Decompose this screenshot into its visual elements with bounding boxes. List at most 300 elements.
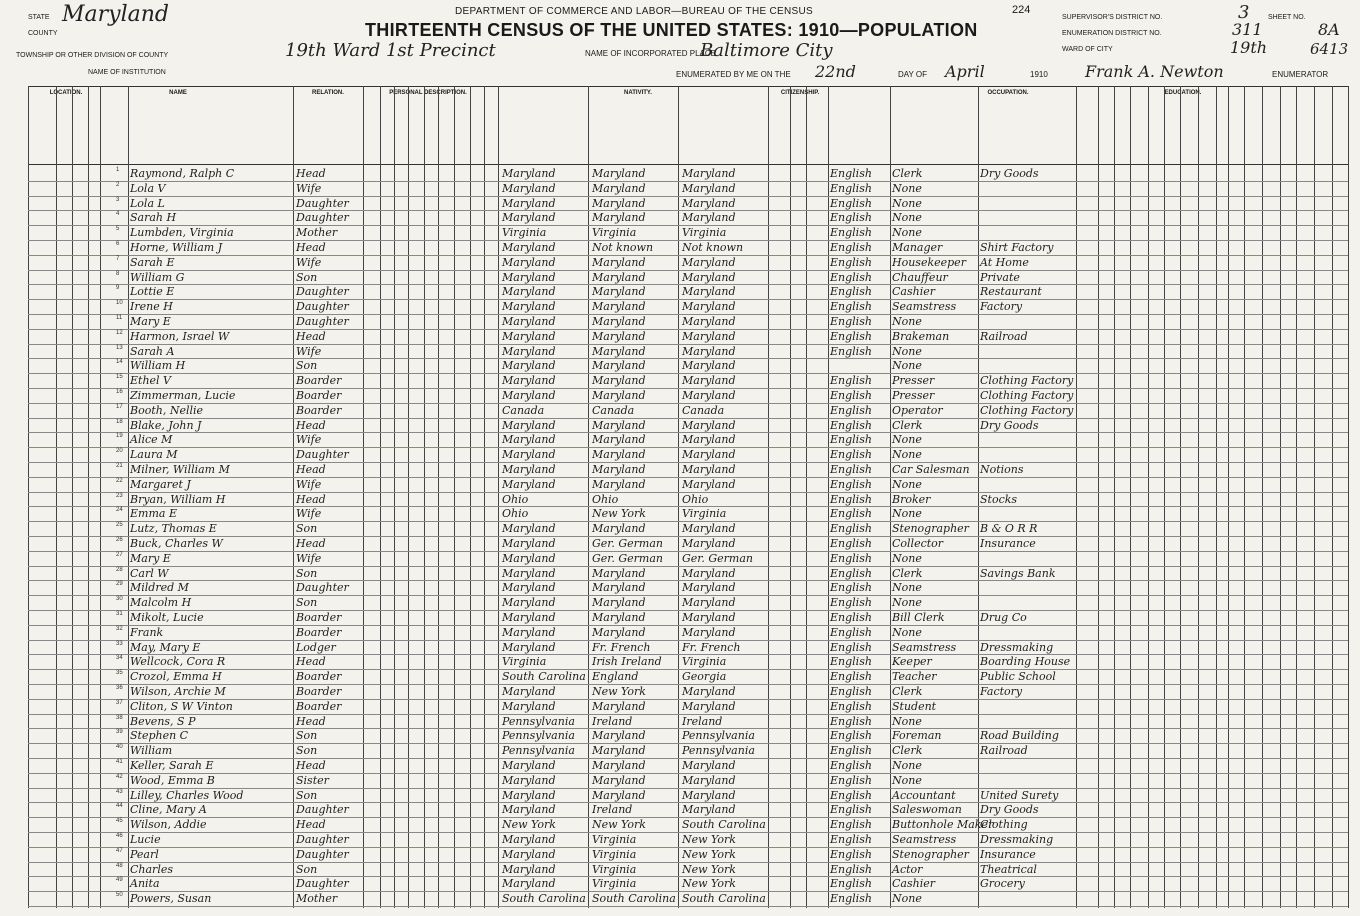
cell-mpob: Maryland xyxy=(682,625,736,639)
cell-mpob: Maryland xyxy=(682,759,736,772)
cell-pob: Ohio xyxy=(502,507,529,521)
cell-rel: Daughter xyxy=(296,196,349,210)
cell-pob: Canada xyxy=(502,403,545,417)
cell-rel: Head xyxy=(296,167,326,180)
cell-pob: Ohio xyxy=(502,492,529,506)
cell-trade: Brakeman xyxy=(892,329,950,343)
sheet-label: SHEET NO. xyxy=(1268,14,1306,21)
cell-lang: English xyxy=(830,759,872,772)
state-label: STATE xyxy=(28,14,50,21)
cell-n: 24 xyxy=(116,507,123,514)
incorporated-place-label: NAME OF INCORPORATED PLACE xyxy=(585,49,716,58)
cell-lang: English xyxy=(830,847,872,861)
cell-lang: English xyxy=(830,374,872,388)
col-relation: RELATION. xyxy=(312,90,344,96)
cell-name: Malcolm H xyxy=(130,596,192,610)
cell-pob: Maryland xyxy=(502,255,556,269)
col-occupation: OCCUPATION. xyxy=(987,90,1029,96)
cell-lang: English xyxy=(830,625,872,639)
cell-rel: Boarder xyxy=(296,670,342,684)
cell-trade: Teacher xyxy=(892,670,937,684)
cell-mpob: Maryland xyxy=(682,566,736,580)
cell-pob: Maryland xyxy=(502,270,556,284)
cell-mpob: Maryland xyxy=(682,359,736,373)
cell-mpob: Maryland xyxy=(682,181,736,195)
cell-lang: English xyxy=(830,685,872,698)
cell-lang: English xyxy=(830,655,872,669)
cell-mpob: Maryland xyxy=(682,344,736,358)
cell-name: Cliton, S W Vinton xyxy=(130,699,233,713)
cell-rel: Daughter xyxy=(296,833,349,846)
cell-pob: Maryland xyxy=(502,359,556,373)
cell-ind: Factory xyxy=(980,685,1023,698)
township-value: 19th Ward 1st Precinct xyxy=(285,40,496,61)
cell-ind: B & O R R xyxy=(980,522,1038,536)
cell-ind: Road Building xyxy=(980,729,1059,743)
cell-mpob: Maryland xyxy=(682,699,736,713)
cell-trade: Accountant xyxy=(892,788,956,802)
cell-fpob: Irish Ireland xyxy=(592,655,662,669)
cell-rel: Head xyxy=(296,818,326,832)
cell-lang: English xyxy=(830,241,872,254)
cell-n: 25 xyxy=(116,522,123,529)
cell-name: Carl W xyxy=(130,566,169,580)
cell-lang: English xyxy=(830,403,872,417)
cell-n: 39 xyxy=(116,729,123,736)
cell-lang: English xyxy=(830,433,872,447)
cell-n: 9 xyxy=(116,285,120,292)
cell-rel: Daughter xyxy=(296,300,349,314)
cell-n: 7 xyxy=(116,255,120,262)
cell-fpob: Maryland xyxy=(592,759,646,772)
col-education: EDUCATION. xyxy=(1164,90,1202,96)
cell-mpob: Virginia xyxy=(682,226,727,240)
cell-mpob: Ireland xyxy=(682,714,723,728)
cell-n: 12 xyxy=(116,329,123,336)
cell-n: 4 xyxy=(116,211,120,218)
cell-mpob: South Carolina xyxy=(682,818,766,832)
cell-name: Cline, Mary A xyxy=(130,803,207,817)
cell-mpob: Maryland xyxy=(682,167,736,180)
cell-trade: Presser xyxy=(892,374,935,388)
cell-rel: Daughter xyxy=(296,581,349,595)
cell-rel: Boarder xyxy=(296,699,342,713)
cell-lang: English xyxy=(830,596,872,610)
cell-rel: Son xyxy=(296,744,318,758)
cell-rel: Wife xyxy=(296,181,322,195)
cell-ind: Savings Bank xyxy=(980,566,1056,580)
cell-name: Lilley, Charles Wood xyxy=(130,788,244,802)
cell-fpob: Maryland xyxy=(592,359,646,373)
cell-lang: English xyxy=(830,833,872,846)
cell-ind: Clothing Factory xyxy=(980,403,1074,417)
cell-pob: Maryland xyxy=(502,625,556,639)
county-label: COUNTY xyxy=(28,30,58,37)
cell-rel: Daughter xyxy=(296,877,349,891)
cell-name: Lola L xyxy=(130,196,165,210)
census-table xyxy=(28,86,1348,908)
cell-trade: None xyxy=(892,759,922,772)
cell-trade: Buttonhole Maker xyxy=(892,818,994,832)
cell-pob: Maryland xyxy=(502,685,556,698)
cell-fpob: New York xyxy=(592,685,646,698)
cell-pob: Maryland xyxy=(502,862,556,876)
cell-ind: Insurance xyxy=(980,537,1036,550)
cell-pob: Maryland xyxy=(502,477,556,491)
cell-mpob: Pennsylvania xyxy=(682,744,755,758)
cell-trade: Student xyxy=(892,699,937,713)
cell-n: 14 xyxy=(116,359,123,366)
cell-rel: Boarder xyxy=(296,611,342,624)
cell-fpob: Maryland xyxy=(592,448,646,462)
cell-ind: Theatrical xyxy=(980,862,1037,876)
cell-fpob: Maryland xyxy=(592,463,646,476)
cell-fpob: Ger. German xyxy=(592,537,663,550)
cell-fpob: Maryland xyxy=(592,433,646,447)
cell-name: Lottie E xyxy=(130,285,175,299)
cell-rel: Boarder xyxy=(296,403,342,417)
cell-rel: Head xyxy=(296,537,326,550)
cell-trade: Foreman xyxy=(892,729,942,743)
cell-rel: Boarder xyxy=(296,389,342,402)
cell-fpob: Fr. French xyxy=(592,640,651,654)
cell-trade: None xyxy=(892,359,922,373)
cell-pob: Maryland xyxy=(502,300,556,314)
cell-rel: Daughter xyxy=(296,315,349,328)
cell-fpob: Maryland xyxy=(592,788,646,802)
cell-lang: English xyxy=(830,300,872,314)
cell-name: Stephen C xyxy=(130,729,189,743)
cell-fpob: Maryland xyxy=(592,699,646,713)
cell-mpob: Maryland xyxy=(682,196,736,210)
institution-label: NAME OF INSTITUTION xyxy=(88,69,166,76)
cell-n: 21 xyxy=(116,463,123,469)
cell-rel: Son xyxy=(296,788,318,802)
cell-ind: Clothing Factory xyxy=(980,374,1074,388)
table-row xyxy=(28,906,1348,907)
cell-ind: Dressmaking xyxy=(980,640,1054,654)
cell-trade: Clerk xyxy=(892,566,923,580)
cell-n: 15 xyxy=(116,374,123,381)
cell-pob: Maryland xyxy=(502,433,556,447)
cell-n: 18 xyxy=(116,418,123,425)
cell-trade: Cashier xyxy=(892,877,935,891)
cell-name: Charles xyxy=(130,862,173,876)
cell-trade: Stenographer xyxy=(892,522,969,536)
cell-n: 34 xyxy=(116,655,123,662)
cell-lang: English xyxy=(830,196,872,210)
cell-pob: New York xyxy=(502,818,556,832)
cell-rel: Head xyxy=(296,492,326,506)
col-name: NAME xyxy=(169,90,187,96)
cell-rel: Head xyxy=(296,329,326,343)
cell-n: 3 xyxy=(116,196,120,203)
cell-pob: Maryland xyxy=(502,699,556,713)
cell-lang: English xyxy=(830,581,872,595)
cell-fpob: Maryland xyxy=(592,181,646,195)
cell-rel: Daughter xyxy=(296,211,349,225)
cell-mpob: Maryland xyxy=(682,285,736,299)
cell-lang: English xyxy=(830,877,872,891)
cell-rel: Head xyxy=(296,241,326,254)
cell-pob: Pennsylvania xyxy=(502,744,575,758)
cell-fpob: Maryland xyxy=(592,196,646,210)
cell-pob: Maryland xyxy=(502,847,556,861)
cell-mpob: New York xyxy=(682,862,736,876)
cell-trade: Broker xyxy=(892,492,931,506)
cell-lang: English xyxy=(830,329,872,343)
cell-pob: Pennsylvania xyxy=(502,729,575,743)
cell-rel: Daughter xyxy=(296,285,349,299)
cell-rel: Mother xyxy=(296,892,338,906)
month-value: April xyxy=(945,62,985,81)
cell-fpob: Maryland xyxy=(592,522,646,536)
cell-ind: Grocery xyxy=(980,877,1025,891)
cell-ind: United Surety xyxy=(980,788,1059,802)
cell-rel: Lodger xyxy=(296,640,336,654)
cell-lang: English xyxy=(830,285,872,299)
cell-lang: English xyxy=(830,862,872,876)
cell-name: Pearl xyxy=(130,847,159,861)
cell-lang: English xyxy=(830,167,872,180)
cell-ind: Stocks xyxy=(980,492,1018,506)
department-heading: DEPARTMENT OF COMMERCE AND LABOR—BUREAU OF THE CENSUS xyxy=(455,6,813,17)
cell-mpob: Maryland xyxy=(682,270,736,284)
supervisor-value: 3 xyxy=(1238,2,1250,23)
cell-n: 22 xyxy=(116,477,123,484)
cell-name: Sarah A xyxy=(130,344,175,358)
cell-pob: Maryland xyxy=(502,877,556,891)
census-title: THIRTEENTH CENSUS OF THE UNITED STATES: 1910—POPULATION xyxy=(365,20,978,40)
cell-lang: English xyxy=(830,611,872,624)
enumerated-label: ENUMERATED BY ME ON THE xyxy=(676,70,791,79)
cell-name: William H xyxy=(130,359,186,373)
cell-pob: Maryland xyxy=(502,611,556,624)
cell-name: Alice M xyxy=(130,433,173,447)
cell-lang: English xyxy=(830,418,872,432)
cell-mpob: Maryland xyxy=(682,255,736,269)
col-location: LOCATION. xyxy=(49,90,83,96)
cell-trade: Keeper xyxy=(892,655,932,669)
cell-name: Mary E xyxy=(130,551,171,565)
cell-fpob: Virginia xyxy=(592,877,637,891)
cell-rel: Daughter xyxy=(296,847,349,861)
cell-rel: Head xyxy=(296,759,326,772)
cell-trade: Stenographer xyxy=(892,847,969,861)
cell-trade: Cashier xyxy=(892,285,935,299)
cell-mpob: Maryland xyxy=(682,611,736,624)
cell-name: Wellcock, Cora R xyxy=(130,655,226,669)
cell-rel: Son xyxy=(296,522,318,536)
cell-n: 28 xyxy=(116,566,123,573)
cell-name: Raymond, Ralph C xyxy=(130,167,235,180)
cell-rel: Son xyxy=(296,566,318,580)
cell-pob: Maryland xyxy=(502,448,556,462)
cell-mpob: Maryland xyxy=(682,389,736,402)
cell-lang: English xyxy=(830,492,872,506)
cell-fpob: Maryland xyxy=(592,285,646,299)
cell-n: 16 xyxy=(116,389,123,395)
cell-name: Mary E xyxy=(130,315,171,328)
cell-rel: Boarder xyxy=(296,685,342,698)
cell-name: Irene H xyxy=(130,300,173,314)
cell-fpob: Virginia xyxy=(592,862,637,876)
cell-name: Bryan, William H xyxy=(130,492,226,506)
cell-name: William xyxy=(130,744,173,758)
cell-mpob: Maryland xyxy=(682,374,736,388)
cell-pob: Virginia xyxy=(502,226,547,240)
cell-pob: Maryland xyxy=(502,759,556,772)
cell-mpob: Georgia xyxy=(682,670,727,684)
cell-n: 48 xyxy=(116,862,123,869)
cell-n: 2 xyxy=(116,181,120,188)
cell-lang: English xyxy=(830,181,872,195)
cell-n: 43 xyxy=(116,788,123,795)
cell-lang: English xyxy=(830,315,872,328)
cell-pob: Maryland xyxy=(502,241,556,254)
cell-mpob: Maryland xyxy=(682,596,736,610)
cell-trade: None xyxy=(892,211,922,225)
cell-ind: Dry Goods xyxy=(980,418,1039,432)
cell-pob: Maryland xyxy=(502,181,556,195)
township-label: TOWNSHIP OR OTHER DIVISION OF COUNTY xyxy=(16,52,169,59)
ward-value: 19th xyxy=(1230,38,1268,57)
cell-mpob: Maryland xyxy=(682,581,736,595)
cell-mpob: Maryland xyxy=(682,418,736,432)
cell-lang: English xyxy=(830,537,872,550)
cell-name: Wilson, Archie M xyxy=(130,685,226,698)
cell-ind: Boarding House xyxy=(980,655,1071,669)
cell-pob: Maryland xyxy=(502,537,556,550)
cell-mpob: Virginia xyxy=(682,655,727,669)
cell-name: Margaret J xyxy=(130,477,191,491)
cell-name: Buck, Charles W xyxy=(130,537,223,550)
cell-trade: None xyxy=(892,181,922,195)
cell-mpob: New York xyxy=(682,877,736,891)
cell-trade: None xyxy=(892,596,922,610)
cell-lang: English xyxy=(830,640,872,654)
cell-name: Lumbden, Virginia xyxy=(130,226,234,240)
cell-n: 29 xyxy=(116,581,123,588)
cell-fpob: New York xyxy=(592,818,646,832)
cell-ind: Restaurant xyxy=(980,285,1042,299)
cell-n: 33 xyxy=(116,640,123,647)
cell-fpob: New York xyxy=(592,507,646,521)
col-nativity: NATIVITY. xyxy=(624,90,652,96)
cell-fpob: Maryland xyxy=(592,315,646,328)
cell-name: Zimmerman, Lucie xyxy=(130,389,236,402)
cell-n: 11 xyxy=(116,315,123,321)
cell-n: 30 xyxy=(116,596,123,603)
cell-trade: None xyxy=(892,507,922,521)
cell-name: Ethel V xyxy=(130,374,172,388)
cell-lang: English xyxy=(830,699,872,713)
cell-pob: Maryland xyxy=(502,581,556,595)
cell-rel: Head xyxy=(296,655,326,669)
cell-rel: Daughter xyxy=(296,448,349,462)
cell-name: Mildred M xyxy=(130,581,189,595)
cell-mpob: New York xyxy=(682,833,736,846)
cell-n: 44 xyxy=(116,803,123,810)
cell-fpob: Virginia xyxy=(592,226,637,240)
cell-n: 26 xyxy=(116,537,123,543)
cell-pob: Maryland xyxy=(502,803,556,817)
cell-trade: Clerk xyxy=(892,685,923,698)
cell-pob: Maryland xyxy=(502,285,556,299)
cell-name: Frank xyxy=(130,625,164,639)
cell-pob: Maryland xyxy=(502,833,556,846)
cell-pob: Maryland xyxy=(502,551,556,565)
page-number: 224 xyxy=(1012,4,1031,16)
cell-fpob: Maryland xyxy=(592,344,646,358)
cell-rel: Head xyxy=(296,463,326,476)
cell-fpob: Ireland xyxy=(592,803,633,817)
cell-fpob: England xyxy=(592,670,639,684)
cell-fpob: Maryland xyxy=(592,611,646,624)
cell-fpob: Virginia xyxy=(592,833,637,846)
cell-trade: Actor xyxy=(892,862,923,876)
cell-rel: Son xyxy=(296,359,318,373)
cell-n: 8 xyxy=(116,270,120,277)
cell-fpob: Maryland xyxy=(592,773,646,787)
cell-pob: Pennsylvania xyxy=(502,714,575,728)
cell-trade: Manager xyxy=(892,241,943,254)
cell-n: 46 xyxy=(116,833,123,839)
cell-lang: English xyxy=(830,477,872,491)
cell-mpob: New York xyxy=(682,847,736,861)
cell-name: Powers, Susan xyxy=(130,892,212,906)
cell-n: 45 xyxy=(116,818,123,825)
incorporated-place-value: Baltimore City xyxy=(700,40,833,61)
cell-fpob: Maryland xyxy=(592,211,646,225)
cell-mpob: Ger. German xyxy=(682,551,753,565)
cell-rel: Boarder xyxy=(296,374,342,388)
cell-n: 6 xyxy=(116,241,120,247)
cell-n: 37 xyxy=(116,699,123,706)
enumerator-name: Frank A. Newton xyxy=(1085,62,1224,81)
cell-lang: English xyxy=(830,714,872,728)
cell-mpob: Maryland xyxy=(682,433,736,447)
cell-name: Emma E xyxy=(130,507,177,521)
cell-pob: Maryland xyxy=(502,315,556,328)
cell-trade: None xyxy=(892,448,922,462)
cell-name: Wood, Emma B xyxy=(130,773,215,787)
cell-trade: Seamstress xyxy=(892,640,957,654)
cell-trade: None xyxy=(892,344,922,358)
cell-fpob: Maryland xyxy=(592,596,646,610)
cell-name: Laura M xyxy=(130,448,178,462)
ward-label: WARD OF CITY xyxy=(1062,46,1113,53)
cell-name: May, Mary E xyxy=(130,640,201,654)
cell-name: Blake, John J xyxy=(130,418,202,432)
cell-fpob: Maryland xyxy=(592,625,646,639)
cell-fpob: Not known xyxy=(592,241,654,254)
cell-mpob: Maryland xyxy=(682,463,736,476)
cell-n: 5 xyxy=(116,226,120,233)
cell-mpob: Maryland xyxy=(682,773,736,787)
cell-pob: Maryland xyxy=(502,522,556,536)
cell-ind: Dry Goods xyxy=(980,167,1039,180)
cell-trade: None xyxy=(892,625,922,639)
col-citizenship: CITIZENSHIP. xyxy=(780,90,820,96)
cell-lang: English xyxy=(830,788,872,802)
cell-trade: Saleswoman xyxy=(892,803,962,817)
cell-fpob: Maryland xyxy=(592,418,646,432)
cell-n: 40 xyxy=(116,744,123,751)
cell-name: Lutz, Thomas E xyxy=(130,522,217,536)
cell-n: 47 xyxy=(116,847,123,854)
cell-fpob: Maryland xyxy=(592,744,646,758)
